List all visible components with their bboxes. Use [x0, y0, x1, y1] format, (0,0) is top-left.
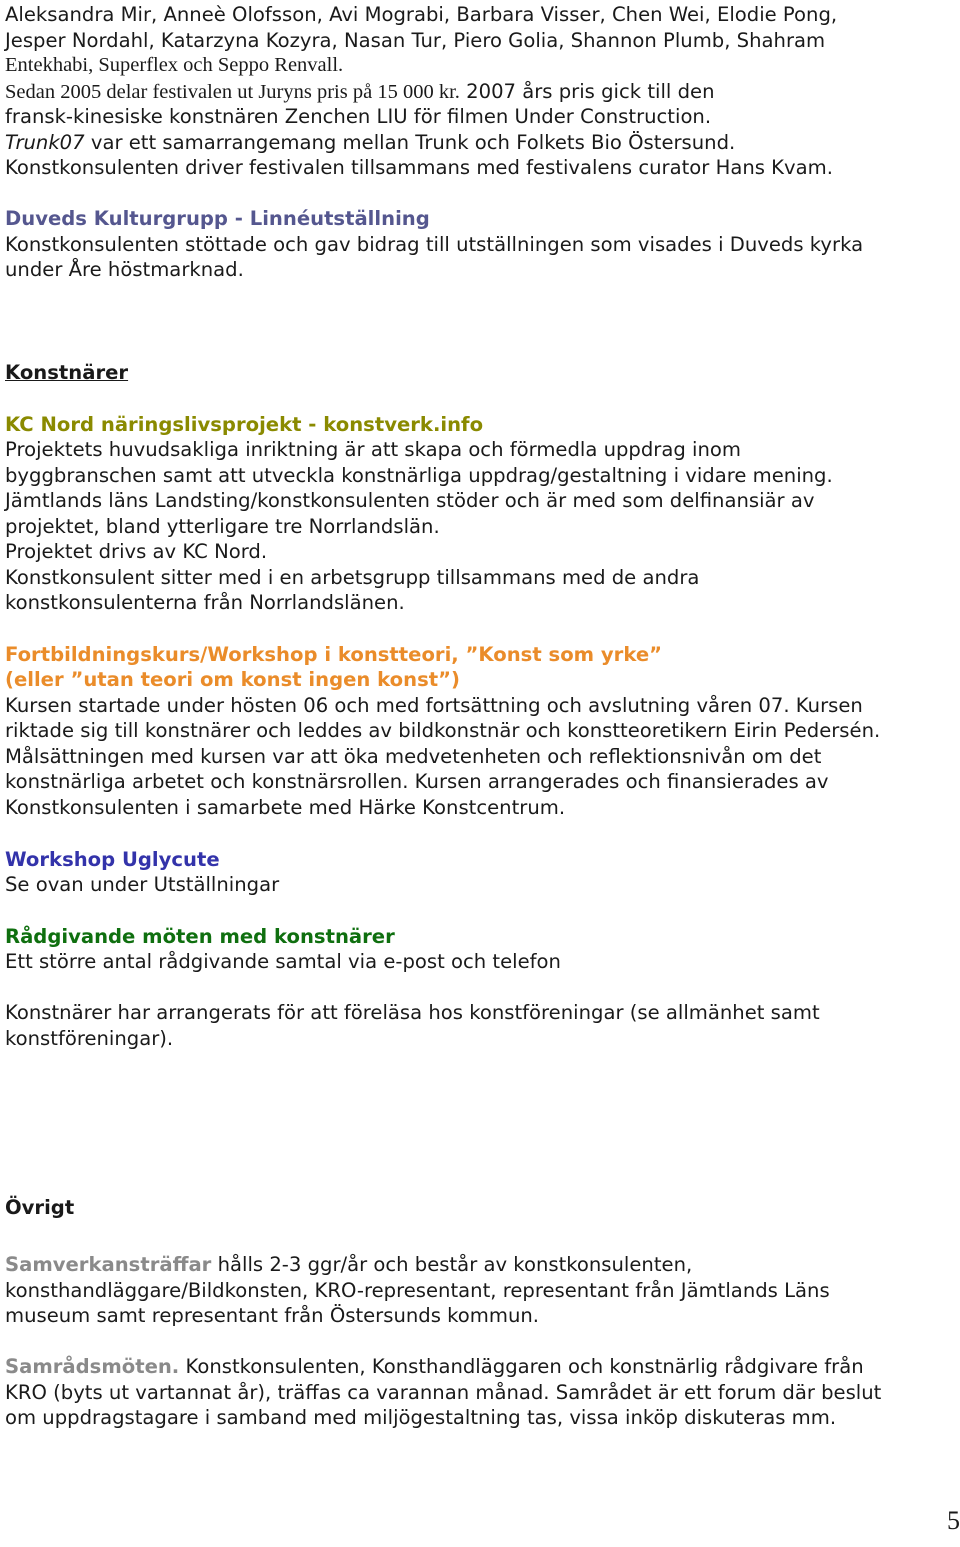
duveds-line-2: under Åre höstmarknad. [5, 258, 244, 281]
duveds-line-1: Konstkonsulenten stöttade och gav bidrag till utställningen som visades i Duveds kyrka [5, 233, 864, 256]
kc-nord-line: byggbranschen samt att utveckla konstnärliga uppdrag/gestaltning i vidare mening. [5, 464, 833, 487]
uglycute-heading: Workshop Uglycute [5, 848, 220, 871]
fortbildning-line: Målsättningen med kursen var att öka medvetenheten och reflektionsnivån om det [5, 745, 822, 768]
samrad-line-3: om uppdragstagare i samband med miljögestaltning tas, vissa inköp diskuteras mm. [5, 1406, 837, 1429]
radgivande-paragraph-line-2: konstföreningar). [5, 1027, 174, 1050]
intro-line-5: fransk-kinesiske konstnären Zenchen LIU för filmen Under Construction. [5, 105, 712, 128]
samverkan-line-2: konsthandläggare/Bildkonsten, KRO-representant, representant från Jämtlands Läns [5, 1279, 830, 1302]
radgivande-line: Ett större antal rådgivande samtal via e-post och telefon [5, 950, 561, 973]
kc-nord-line: Projektets huvudsakliga inriktning är att skapa och förmedla uppdrag inom [5, 438, 741, 461]
samrad-label: Samrådsmöten. [5, 1355, 180, 1378]
ovrigt-heading: Övrigt [5, 1196, 75, 1219]
kc-nord-heading: KC Nord näringslivsprojekt - konstverk.info [5, 413, 484, 436]
fortbildning-line: riktade sig till konstnärer och leddes av bildkonstnär och konstteoretikern Eirin Pedersén. [5, 719, 881, 742]
trunk07-title: Trunk07 [5, 131, 85, 154]
intro-line-4-part-a: Sedan 2005 delar festivalen ut Juryns pris på 15 000 kr. [5, 81, 460, 103]
intro-line-4 [5, 79, 714, 106]
samrad-text: Konstkonsulenten, Konsthandläggaren och konstnärlig rådgivare från [179, 1355, 864, 1378]
fortbildning-line: konstnärliga arbetet och konstnärsrollen. Kursen arrangerades och finansierades av [5, 770, 829, 793]
radgivande-heading: Rådgivande möten med konstnärer [5, 925, 395, 948]
duveds-heading: Duveds Kulturgrupp - Linnéutställning [5, 207, 430, 230]
kc-nord-line: konstkonsulenterna från Norrlandslänen. [5, 591, 405, 614]
fortbildning-heading-2: (eller ”utan teori om konst ingen konst”) [5, 668, 460, 691]
intro-line-2: Jesper Nordahl, Katarzyna Kozyra, Nasan Tur, Piero Golia, Shannon Plumb, Shahram [5, 29, 826, 52]
intro-line-1: Aleksandra Mir, Anneè Olofsson, Avi Mograbi, Barbara Visser, Chen Wei, Elodie Pong, [5, 3, 838, 26]
fortbildning-line: Konstkonsulenten i samarbete med Härke Konstcentrum. [5, 796, 566, 819]
samverkan-text: hålls 2-3 ggr/år och består av konstkonsulenten, [211, 1253, 693, 1276]
kc-nord-line: Projektet drivs av KC Nord. [5, 540, 268, 563]
samrad-line-1 [5, 1354, 864, 1380]
samrad-line-2: KRO (byts ut vartannat år), träffas ca varannan månad. Samrådet är ett forum där beslut [5, 1381, 882, 1404]
konstnarer-heading: Konstnärer [5, 361, 129, 384]
samverkan-line-3: museum samt representant från Östersunds kommun. [5, 1304, 540, 1327]
uglycute-line: Se ovan under Utställningar [5, 873, 280, 896]
intro-line-6 [5, 130, 735, 156]
kc-nord-line: Jämtlands läns Landsting/konstkonsulenten stöder och är med som delfinansiär av [5, 489, 815, 512]
samverkan-label: Samverkansträffar [5, 1253, 212, 1276]
fortbildning-line: Kursen startade under hösten 06 och med fortsättning och avslutning våren 07. Kursen [5, 694, 863, 717]
intro-line-4-part-b: 2007 års pris gick till den [459, 80, 715, 103]
kc-nord-line: Konstkonsulent sitter med i en arbetsgrupp tillsammans med de andra [5, 566, 700, 589]
kc-nord-line: projektet, bland ytterligare tre Norrlandslän. [5, 515, 440, 538]
page-number: 5 [947, 1506, 960, 1535]
fortbildning-heading-1: Fortbildningskurs/Workshop i konstteori, ”Konst som yrke” [5, 643, 663, 666]
intro-line-7: Konstkonsulenten driver festivalen tillsammans med festivalens curator Hans Kvam. [5, 156, 833, 179]
intro-line-6-text: var ett samarrangemang mellan Trunk och Folkets Bio Östersund. [84, 131, 736, 154]
intro-line-3: Entekhabi, Superflex och Seppo Renvall. [5, 54, 344, 76]
radgivande-paragraph-line-1: Konstnärer har arrangerats för att föreläsa hos konstföreningar (se allmänhet samt [5, 1001, 820, 1024]
samverkan-line-1 [5, 1252, 692, 1278]
